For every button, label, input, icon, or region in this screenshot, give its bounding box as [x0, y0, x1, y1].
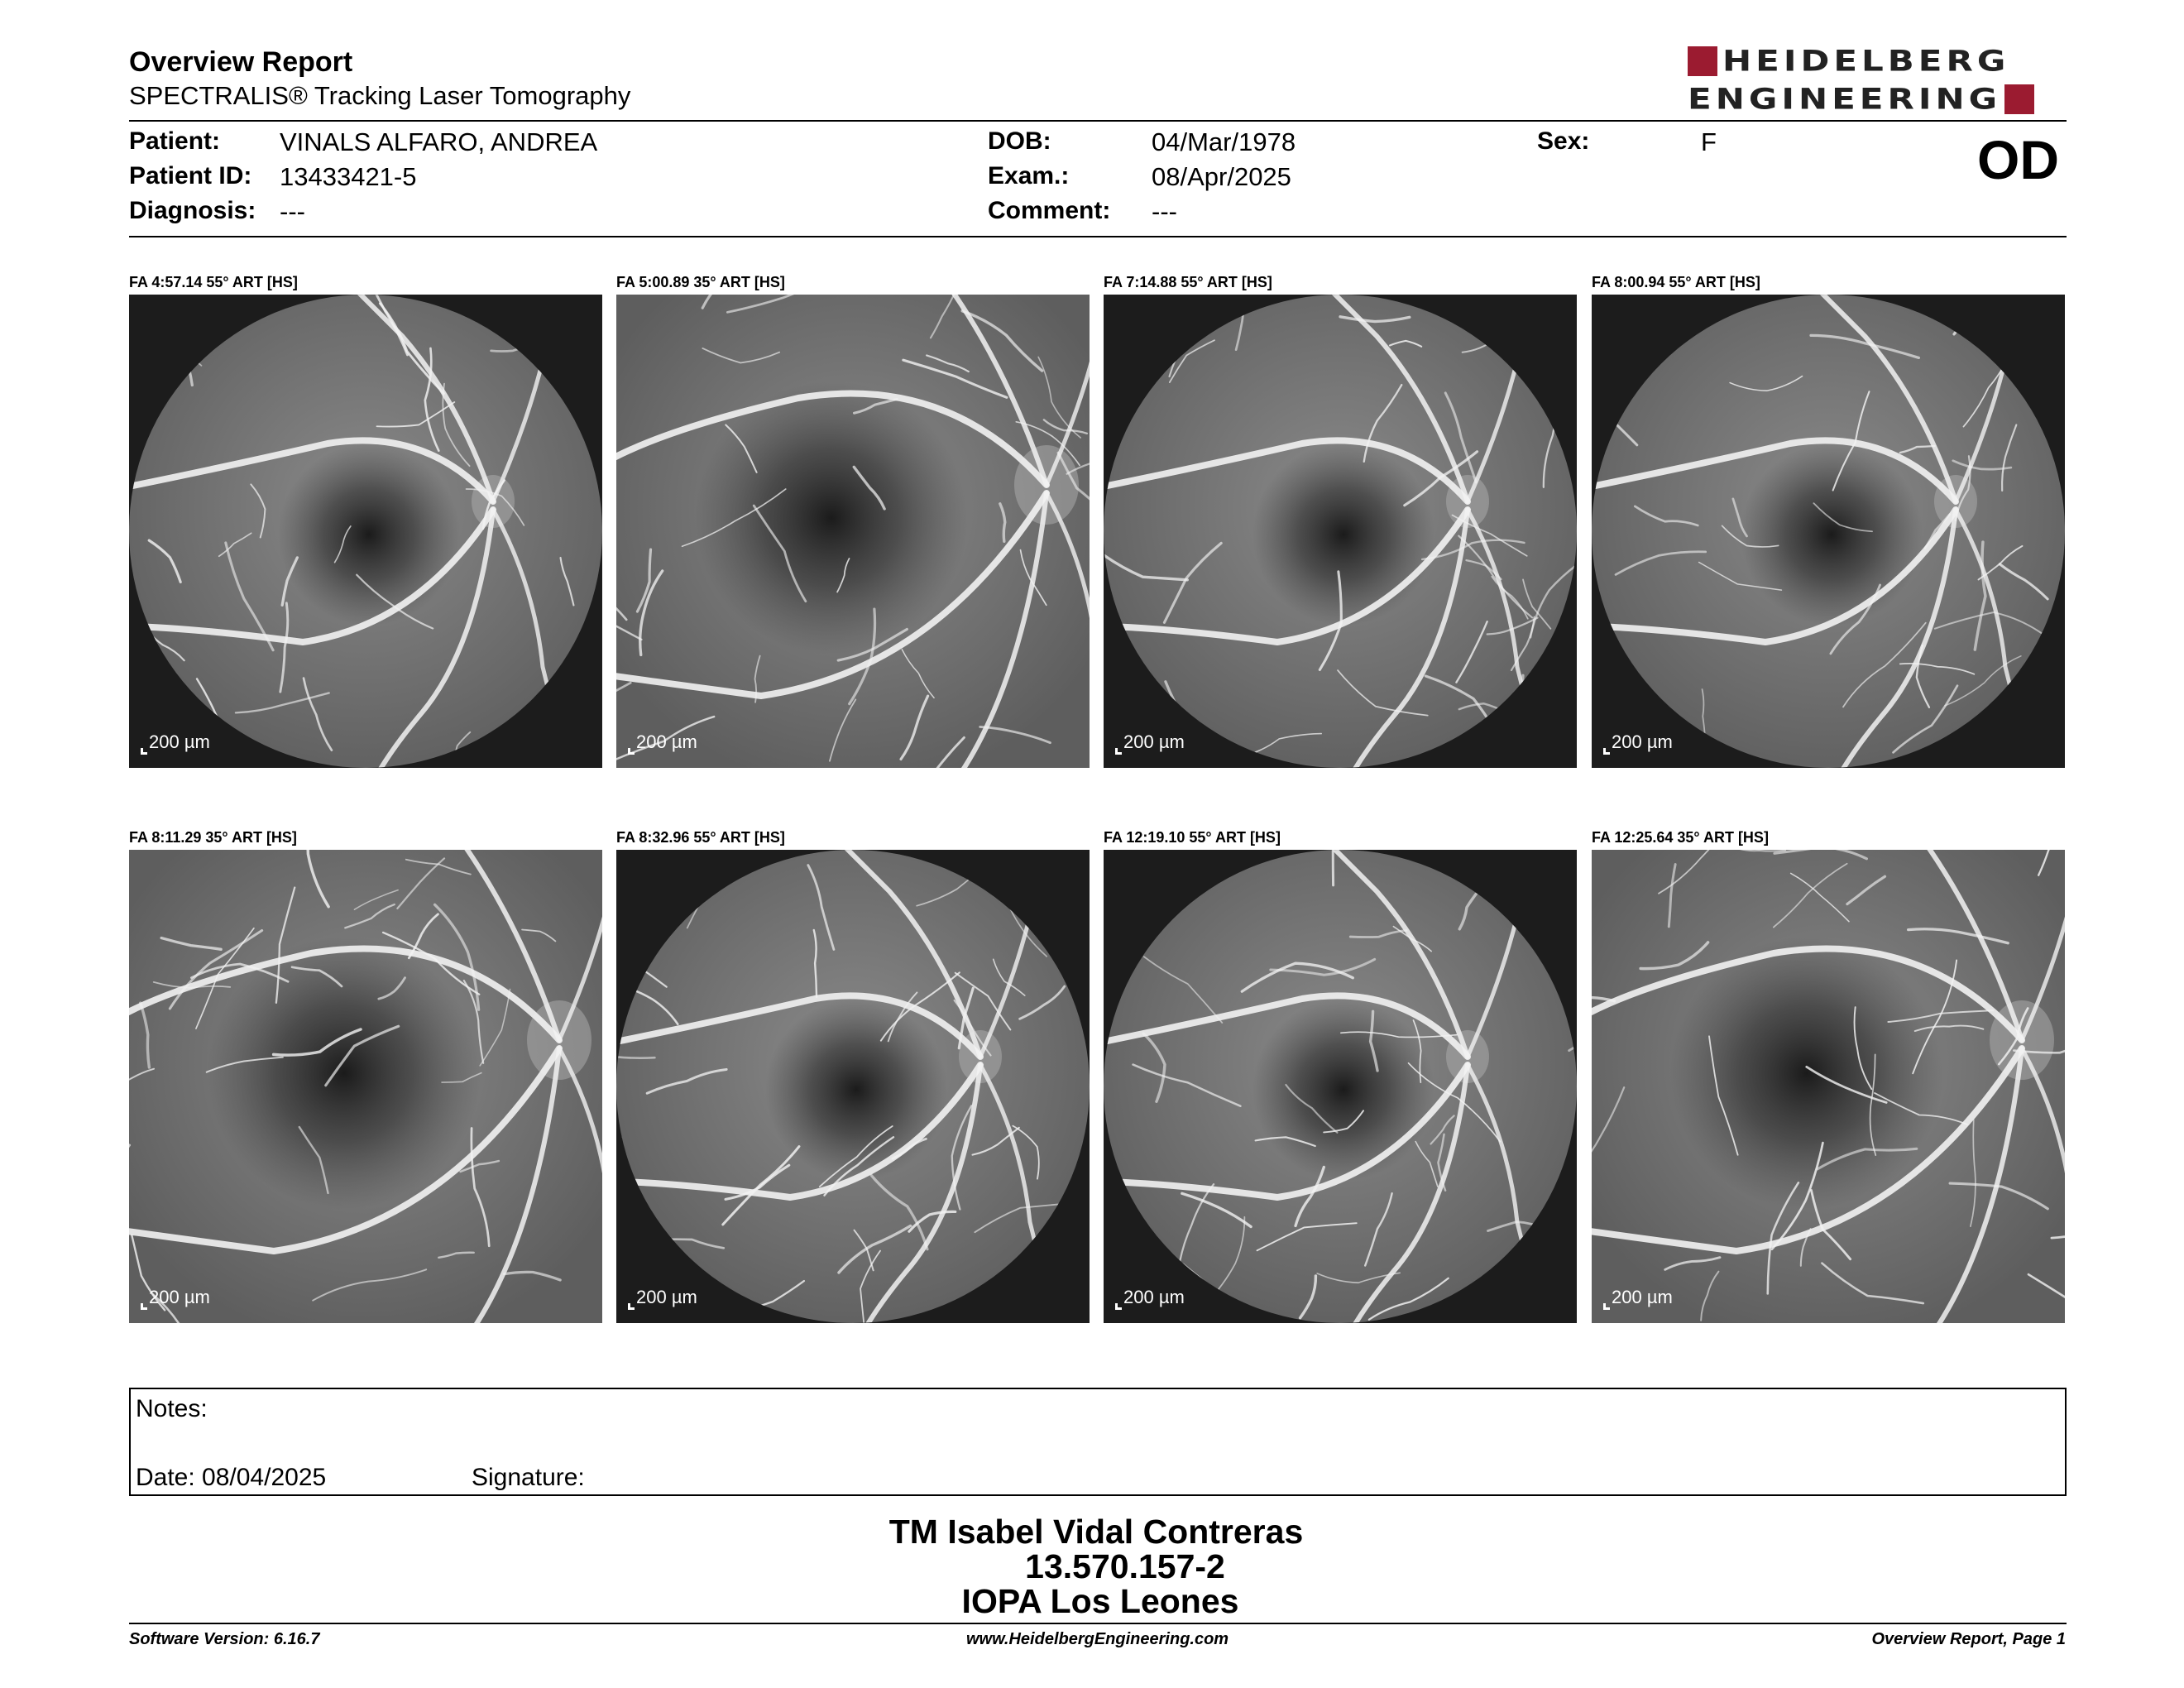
image-caption: FA 4:57.14 55° ART [HS]: [129, 274, 298, 290]
scale-label: 200 µm: [636, 731, 697, 752]
diagnosis-label: Diagnosis:: [129, 197, 256, 224]
scale-label: 200 µm: [149, 1287, 210, 1307]
scale-label: 200 µm: [1123, 1287, 1185, 1307]
image-caption: FA 7:14.88 55° ART [HS]: [1104, 274, 1272, 290]
fundus-image[interactable]: [1592, 850, 2065, 1323]
signatory-id: 13.570.157-2: [1025, 1547, 1225, 1585]
scale-bar: [1603, 1288, 1673, 1312]
logo-square-icon: [2004, 84, 2034, 114]
footer-rule: [129, 1623, 2067, 1624]
scale-bar-icon: [628, 748, 635, 755]
patient-name: VINALS ALFARO, ANDREA: [280, 127, 598, 156]
signatory-institution: IOPA Los Leones: [961, 1582, 1239, 1620]
heidelberg-logo: [1688, 45, 2068, 117]
scale-label: 200 µm: [1123, 731, 1185, 752]
header-top-rule: [129, 120, 2067, 122]
sex-value: F: [1701, 127, 1717, 156]
logo-square-icon: [1688, 46, 1717, 76]
header-bottom-rule: [129, 236, 2067, 237]
image-caption: FA 12:25.64 35° ART [HS]: [1592, 829, 1769, 846]
scale-bar: [628, 1288, 697, 1312]
fundus-image[interactable]: [129, 295, 602, 768]
scale-label: 200 µm: [636, 1287, 697, 1307]
scale-bar-icon: [1603, 1303, 1610, 1310]
image-caption: FA 12:19.10 55° ART [HS]: [1104, 829, 1281, 846]
signature-label: Signature:: [472, 1464, 585, 1491]
scale-bar: [141, 733, 210, 756]
fundus-image[interactable]: [1104, 295, 1577, 768]
patient-id-label: Patient ID:: [129, 162, 252, 189]
scale-bar: [1115, 733, 1185, 756]
scale-label: 200 µm: [149, 731, 210, 752]
patient-label: Patient:: [129, 127, 221, 155]
scale-bar-icon: [1115, 748, 1122, 755]
scale-bar: [141, 1288, 210, 1312]
signatory-name: TM Isabel Vidal Contreras: [888, 1513, 1304, 1551]
fundus-image[interactable]: [129, 850, 602, 1323]
fundus-image[interactable]: [1592, 295, 2065, 768]
dob-label: DOB:: [988, 127, 1051, 155]
report-title: Overview Report: [129, 46, 353, 78]
sex-label: Sex:: [1537, 127, 1590, 155]
notes-label: Notes:: [136, 1395, 208, 1422]
date-label: Date: 08/04/2025: [136, 1464, 327, 1491]
logo-line2: ENGINEERING: [1688, 82, 2002, 116]
scale-label: 200 µm: [1612, 1287, 1673, 1307]
image-caption: FA 5:00.89 35° ART [HS]: [616, 274, 785, 290]
eye-label: OD: [1977, 129, 2059, 190]
scale-bar-icon: [628, 1303, 635, 1310]
scale-bar-icon: [141, 748, 147, 755]
fundus-image[interactable]: [616, 850, 1090, 1323]
diagnosis-value: ---: [280, 197, 305, 226]
scale-bar-icon: [1115, 1303, 1122, 1310]
scale-bar-icon: [141, 1303, 147, 1310]
scale-bar: [1603, 733, 1673, 756]
scale-bar-icon: [1603, 748, 1610, 755]
patient-id: 13433421-5: [280, 162, 417, 191]
dob-value: 04/Mar/1978: [1152, 127, 1296, 156]
exam-label: Exam.:: [988, 162, 1070, 189]
image-caption: FA 8:11.29 35° ART [HS]: [129, 829, 297, 846]
website-link[interactable]: www.HeidelbergEngineering.com: [966, 1630, 1229, 1648]
scale-label: 200 µm: [1612, 731, 1673, 752]
image-caption: FA 8:32.96 55° ART [HS]: [616, 829, 785, 846]
fundus-image[interactable]: [616, 295, 1090, 768]
software-version: Software Version: 6.16.7: [129, 1630, 320, 1648]
exam-date: 08/Apr/2025: [1152, 162, 1291, 191]
report-subtitle: SPECTRALIS® Tracking Laser Tomography: [129, 81, 631, 110]
fundus-image[interactable]: [1104, 850, 1577, 1323]
notes-box[interactable]: [129, 1388, 2067, 1496]
scale-bar: [1115, 1288, 1185, 1312]
logo-line1: HEIDELBERG: [1722, 44, 2010, 78]
page-indicator: Overview Report, Page 1: [1871, 1630, 2066, 1648]
image-caption: FA 8:00.94 55° ART [HS]: [1592, 274, 1760, 290]
comment-label: Comment:: [988, 197, 1111, 224]
scale-bar: [628, 733, 697, 756]
comment-value: ---: [1152, 197, 1177, 226]
